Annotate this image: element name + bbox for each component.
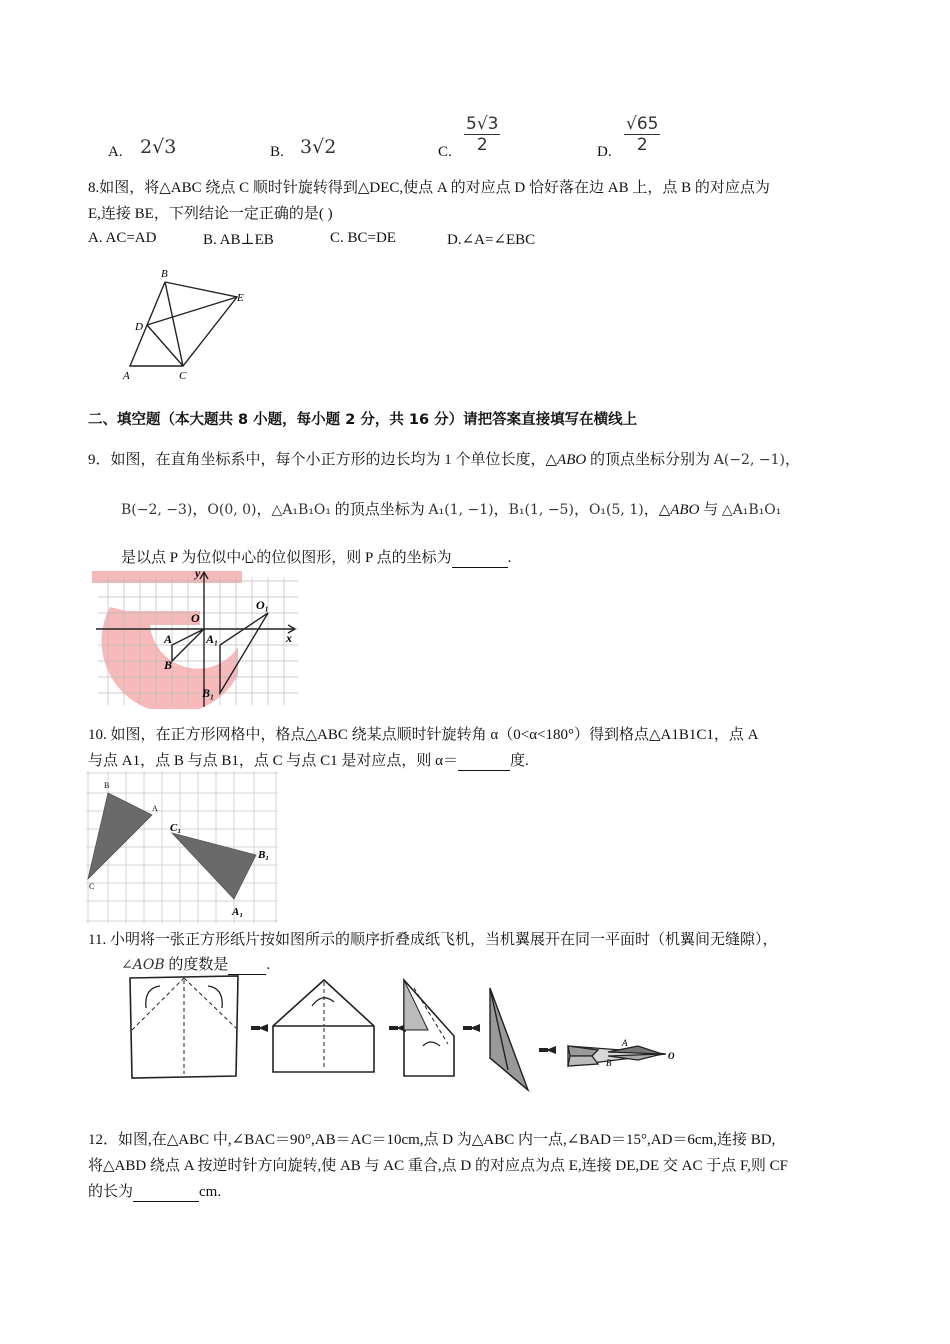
q9-coord-b: B(−2, −3): [121, 502, 193, 518]
q8-line-2: E,连接 BE，下列结论一定正确的是( ): [88, 206, 333, 222]
q9-label-b1: B₁: [202, 686, 215, 700]
q9-line1-mid: 的顶点坐标分别为: [586, 452, 714, 468]
q9-label-o1: O₁: [256, 598, 269, 612]
q9-line-2: [121, 500, 781, 520]
q10-label-a: A: [152, 804, 158, 813]
q8-fig-outline: [130, 282, 237, 366]
q9-line2-text: 的顶点坐标为: [331, 502, 429, 518]
option-d-numerator: √65: [626, 114, 659, 134]
q9-coord-a1: A₁(1, −1): [428, 502, 494, 518]
q12-answer-blank[interactable]: [133, 1185, 199, 1202]
q8-fig-line-de: [147, 297, 237, 325]
q12-line-2: 将△ABD 绕点 A 按逆时针方向旋转,使 AB 与 AC 重合,点 D 的对应点为点 E,连接 DE,DE 交 AC 于点 F,则 CF: [88, 1158, 788, 1174]
q8-fig-label-b: B: [161, 268, 168, 280]
q12-line-1: 12．如图,在△ABC 中,∠BAC＝90°,AB＝AC＝10cm,点 D 为△ABC 内一点,∠BAD＝15°,AD＝6cm,连接 BD,: [88, 1132, 776, 1148]
q9-label-b: B: [164, 658, 173, 672]
option-c-numerator: 5√3: [466, 114, 499, 134]
option-d-label: D.: [597, 144, 612, 160]
q8-fig-label-a: A: [123, 370, 130, 382]
q9-comma-1: ，: [192, 502, 208, 518]
option-a-value: 2√3: [140, 136, 177, 158]
section-2-title: 二、填空题（本大题共 8 小题，每小题 2 分，共 16 分）请把答案直接填写在横线上: [88, 412, 638, 428]
option-c-denominator: 2: [476, 135, 488, 155]
q9-label-a: A: [164, 632, 173, 646]
q9-line-3: [121, 548, 511, 568]
q9-line1-end: ，: [784, 452, 800, 468]
q9-coord-o1: O₁(5, 1): [588, 502, 644, 518]
q10-line2-prefix: 与点 A1，点 B 与点 B1，点 C 与点 C1 是对应点，则 α＝: [88, 753, 458, 769]
q10-triangle-a1b1c1: [172, 833, 256, 899]
q10-label-b: B: [104, 781, 110, 790]
q8-option-c: C. BC=DE: [330, 230, 396, 246]
q9-line3-end: .: [507, 550, 512, 566]
q8-option-b: B. AB⊥EB: [203, 232, 274, 248]
q10-line-2: [88, 751, 529, 771]
q8-fig-label-c: C: [179, 370, 187, 382]
option-c-label: C.: [438, 144, 452, 160]
q10-label-b1: B₁: [258, 849, 270, 861]
q9-comma-2: ，: [256, 502, 272, 518]
q9-label-o: O: [191, 611, 200, 625]
q9-label-x: x: [286, 631, 292, 645]
q11-figure: [118, 968, 690, 1114]
q8-fig-line-bc: [165, 282, 183, 366]
q8-option-d: D.∠A=∠EBC: [447, 232, 536, 248]
q9-tri-a1b1o1: △A₁B₁O₁: [271, 502, 332, 518]
q9-coord-b1: B₁(1, −5): [508, 502, 574, 518]
q9-yu: 与: [699, 502, 722, 518]
q9-tri-abo: △ABO: [545, 452, 587, 468]
q11-step-2: [273, 980, 374, 1072]
q9-comma-3: ，: [493, 502, 509, 518]
option-d-fraction: [624, 114, 660, 155]
q9-figure: [88, 567, 314, 709]
q11-label-b: B: [606, 1058, 612, 1068]
q11-angle: ∠AOB: [121, 957, 165, 973]
q11-label-o: O: [668, 1051, 675, 1061]
q9-line3-text: 是以点 P 为位似中心的位似图形，则 P 点的坐标为: [121, 550, 452, 566]
q9-comma-4: ，: [573, 502, 589, 518]
q12-line-3: [88, 1182, 221, 1202]
q8-fig-line-dc: [147, 325, 183, 366]
q9-coord-a: A(−2, −1): [713, 452, 785, 468]
q8-fig-label-d: D: [135, 321, 143, 333]
q9-line-1: [88, 450, 800, 470]
q9-label-a1: A₁: [206, 632, 219, 646]
q10-line-1: 10. 如图，在正方形网格中，格点△ABC 绕某点顺时针旋转角 α（0<α<180°）得到格点△A1B1C1，点 A: [88, 727, 759, 743]
option-b-value: 3√2: [300, 136, 337, 158]
q10-label-a1: A₁: [232, 906, 244, 918]
q10-line2-suffix: 度.: [509, 753, 529, 769]
q11-line-1: 11. 小明将一张正方形纸片按如图所示的顺序折叠成纸飞机，当机翼展开在同一平面时（机翼间无缝隙），: [88, 932, 778, 948]
q9-triangle-a1b1o1: [220, 613, 268, 693]
q8-fig-label-e: E: [237, 292, 244, 304]
q11-step-5-plane: [568, 1046, 666, 1066]
q11-line2-text: 的度数是: [164, 957, 229, 973]
option-d-denominator: 2: [636, 135, 648, 155]
q11-step-4: [490, 988, 528, 1090]
q10-figure: [86, 771, 280, 923]
q12-line3-prefix: 的长为: [88, 1184, 134, 1200]
option-c-fraction: [464, 114, 500, 155]
q11-step-3: [404, 980, 454, 1076]
q9-answer-blank[interactable]: [452, 551, 508, 568]
q11-line2-end: .: [266, 957, 271, 973]
q9-label-y: y: [195, 567, 201, 580]
q9-comma-5: ，: [643, 502, 659, 518]
q8-option-a: A. AC=AD: [88, 230, 157, 246]
q9-tri-abo-2: △ABO: [658, 502, 700, 518]
option-b-label: B.: [270, 144, 284, 160]
q11-step-1: [130, 976, 238, 1078]
option-a-label: A.: [108, 144, 123, 160]
q9-tri-a1b1o1-2: △A₁B₁O₁: [721, 502, 782, 518]
q10-label-c1: C₁: [170, 822, 182, 834]
q8-line-1: 8.如图，将△ABC 绕点 C 顺时针旋转得到△DEC,使点 A 的对应点 D 恰好落在边 AB 上，点 B 的对应点为: [88, 180, 770, 196]
q9-line1-prefix: 9．如图，在直角坐标系中，每个小正方形的边长均为 1 个单位长度，: [88, 452, 546, 468]
q9-coord-o: O(0, 0): [207, 502, 257, 518]
q12-line3-suffix: cm.: [199, 1184, 222, 1200]
q10-label-c: C: [89, 882, 95, 891]
q11-label-a: A: [622, 1038, 628, 1048]
q8-figure: [115, 262, 255, 384]
q10-triangle-abc: [88, 793, 152, 879]
q10-answer-blank[interactable]: [458, 754, 510, 771]
